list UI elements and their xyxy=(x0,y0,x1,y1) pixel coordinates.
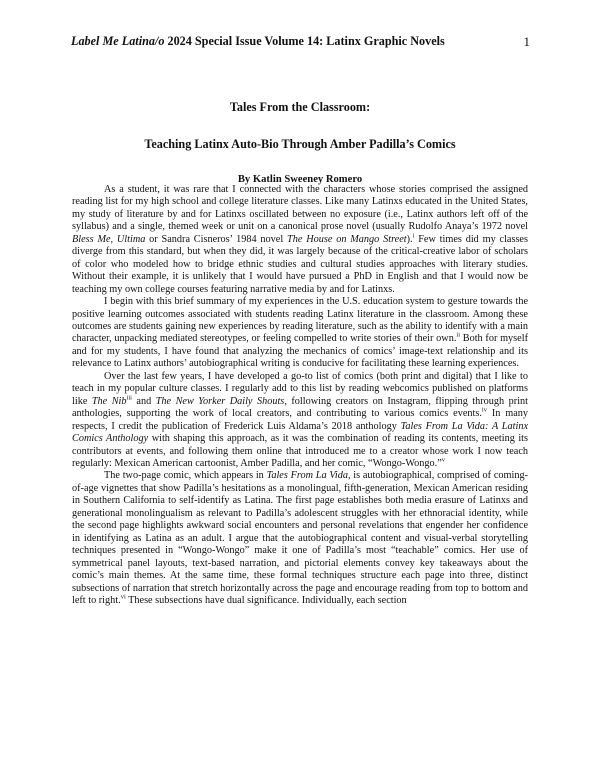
paragraph-text: with shaping this approach, as it was the combination of reading its contents, meeting its contributors at events, and following them online that introduced me to a creator whose work I now teach regularly: Mexican American cartoonist, Amber Padilla, and her comic, “Wongo-Wongo.” xyxy=(72,433,529,469)
issue-info: 2024 Special Issue Volume 14: Latinx Graphic Novels xyxy=(164,34,445,48)
endnote-marker: i xyxy=(412,232,415,240)
paragraph-text: As a student, it was rare that I connected with the characters whose stories comprised the assigned reading list for my high school and college literature classes. Like many Latinxs educated in the United States, my study of literature by and for Latinxs oscillated between no exposure (i.e., Latinx authors left off of the syllabus) and a single, themed week or unit on a canonical prose novel (usually Rudolfo Anaya’s 1972 novel xyxy=(72,184,528,233)
article-subtitle: Teaching Latinx Auto-Bio Through Amber Padilla’s Comics xyxy=(144,137,456,151)
page-number: 1 xyxy=(523,34,530,49)
endnote-marker: iii xyxy=(126,394,132,402)
paragraph-text: , following creators on Instagram, flipping through print anthologies, supporting the work of local creators, and contributing to various comics events. xyxy=(72,395,529,420)
italic-title: Tales From La Vida: A Latinx Comics Anthology xyxy=(72,420,528,445)
paragraph-text: Over the last few years, I have developed a go-to list of comics (both print and digital) that I like to teach in my popular culture classes. I regularly add to this list by reading webcomics published on platforms like xyxy=(72,370,528,407)
paragraph-text: Few times did my classes diverge from this standard, but when they did, it was largely because of the critical-creative labor of scholars of color who modeled how to bridge ethnic studies and cultural studies approaches with literary studies. Without their example, it is unlikely that I would have pursued a PhD in English and that I would now be teaching my own college courses featuring narrative media by and for Latinxs. xyxy=(72,233,528,295)
endnote-marker: iv xyxy=(481,406,487,414)
paragraph-text: I begin with this brief summary of my experiences in the U.S. education system to gesture towards the positive learning outcomes associated with students reading Latinx literature in the classroom. Among these outcomes are students gaining new experiences by reading literature, such as the ability to identify with a main character, unpacking mediated stereotypes, or feeling compelled to write stories of their own. xyxy=(72,296,528,345)
running-head xyxy=(71,34,445,49)
paragraph-text: Both for myself and for my students, I have found that analyzing the mechanics of comics’ image-text relationship and its relevance to Latinx authors’ autobiographical writing is conducive for facilitating these learning experiences. xyxy=(72,333,528,370)
endnote-marker: v xyxy=(441,456,446,464)
byline: By Katlin Sweeney Romero xyxy=(237,174,363,185)
body-paragraph xyxy=(72,470,528,607)
italic-title: The Nib xyxy=(91,395,127,407)
title-block xyxy=(72,100,528,185)
italic-title: The House on Mango Street xyxy=(287,233,407,245)
article-title: Tales From the Classroom: xyxy=(229,100,371,114)
paragraph-text: , is autobiographical, comprised of coming-of-age vignettes that show Padilla’s hesitations as a monolingual, fifth-generation, Mexican American residing in Southern California to self-identify as Latina. The first page establishes both media erasure of Latinxs and generational monolingualism as relevant to Padilla’s adolescent struggles with her ethnoracial identity, while the second page highlights awkward social encounters and personal revelations that engender her confidence in identifying as Latina as an adult. I argue that the autobiographical content and visual-verbal storytelling techniques presented in “Wongo-Wongo” make it one of Padilla’s most “teachable” comics. Her use of symmetrical panel layouts, text-based narration, and pictorial elements convey key takeaways about the comic’s main themes. At the same time, these formal techniques structure each page into three, distinct subsections of narration that stretch horizontally across the page and encourage reading from top to bottom and left to right. xyxy=(72,470,528,606)
paragraph-text: In many respects, I credit the publication of Frederick Luis Aldama’s 2018 anthology xyxy=(72,408,529,432)
endnote-marker: vi xyxy=(120,593,126,601)
italic-title: Bless Me, Ultima xyxy=(72,233,146,245)
italic-title: The New Yorker Daily Shouts xyxy=(155,395,285,407)
body-paragraph xyxy=(72,184,528,296)
article-body xyxy=(72,184,528,607)
body-paragraph xyxy=(72,371,528,471)
paragraph-text: The two-page comic, which appears in xyxy=(104,470,267,482)
paragraph-text: and xyxy=(131,395,156,407)
paragraph-text: These subsections have dual significance. Individually, each section xyxy=(125,594,407,606)
body-paragraph xyxy=(72,296,528,371)
paragraph-text: ). xyxy=(406,233,413,245)
paragraph-text: or Sandra Cisneros’ 1984 novel xyxy=(145,233,288,245)
italic-title: Tales From La Vida xyxy=(266,470,348,482)
journal-title: Label Me Latina/o xyxy=(71,34,165,48)
endnote-marker: ii xyxy=(456,332,461,340)
